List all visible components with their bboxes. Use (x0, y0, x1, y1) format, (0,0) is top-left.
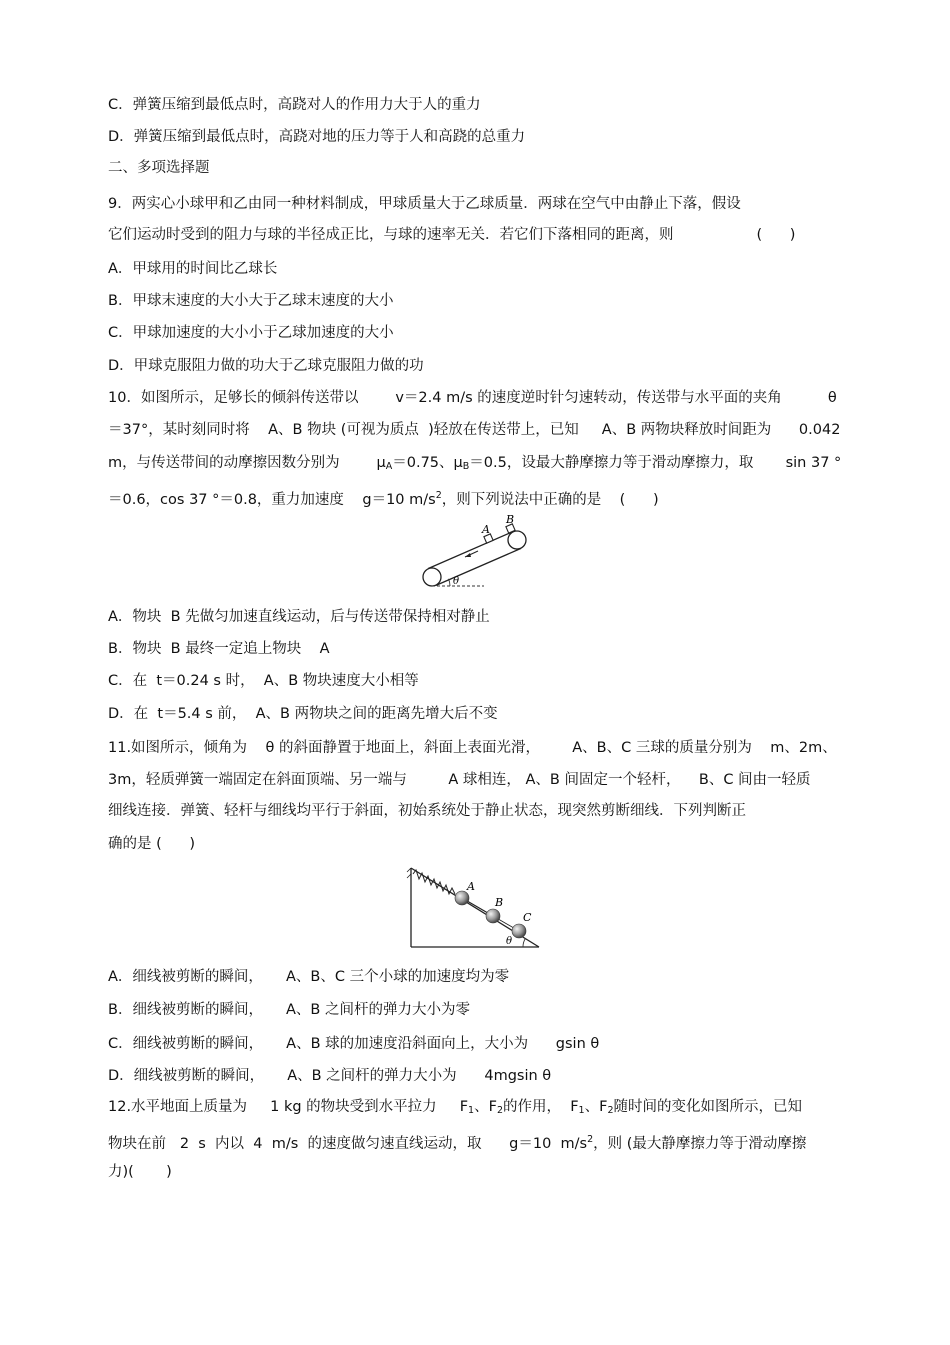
q12-subscript: 1 (468, 1105, 475, 1116)
q12-text: 物块在前 2 s 内以 4 m/s 的速度做匀速直线运动，取 g＝10 m/s (108, 1136, 588, 1152)
q10-option-a: A．物块 B 先做匀加速直线运动，后与传送带保持相对静止 (108, 609, 490, 625)
lower-pulley (423, 568, 441, 586)
q11-option-d: D．细线被剪断的瞬间， A、B 之间杆的弹力大小为 4mgsin θ (108, 1068, 552, 1084)
q8-option-d: D．弹簧压缩到最低点时，高跷对地的压力等于人和高跷的总重力 (108, 129, 526, 145)
q10-subscript: A (385, 461, 393, 472)
q11-option-b: B．细线被剪断的瞬间， A、B 之间杆的弹力大小为零 (108, 1002, 470, 1018)
upper-pulley (508, 531, 526, 549)
q11-option-a: A．细线被剪断的瞬间， A、B、C 三个小球的加速度均为零 (108, 969, 510, 985)
q10-option-c: C．在 t＝0.24 s 时， A、B 物块速度大小相等 (108, 673, 419, 689)
arrow-head (465, 553, 471, 557)
q12-text: ，则 (最大静摩擦力等于滑动摩擦 (593, 1136, 807, 1152)
incline-figure (405, 864, 545, 952)
q12-subscript: 1 (578, 1105, 585, 1116)
q10-text: ，则下列说法中正确的是 ( ) (441, 492, 659, 508)
label-a: A (482, 523, 490, 536)
q11-stem-line2: 3m，轻质弹簧一端固定在斜面顶端、另一端与 A 球相连， A、B 间固定一个轻杆， B、C 间由一轻质 (108, 772, 811, 788)
q12-text: 、F (584, 1099, 608, 1115)
q11-stem-line3: 细线连接．弹簧、轻杆与细线均平行于斜面，初始系统处于静止状态，现突然剪断细线．下列判断正 (108, 803, 746, 819)
q12-text: 随时间的变化如图所示，已知 (613, 1099, 802, 1115)
section-heading: 二、多项选择题 (108, 160, 210, 176)
q12-subscript: 2 (607, 1105, 614, 1116)
q10-text: ＝0.5，设最大静摩擦力等于滑动摩擦力，取 sin 37 ° (469, 455, 842, 471)
q8-option-c: C．弹簧压缩到最低点时，高跷对人的作用力大于人的重力 (108, 97, 481, 113)
q12-subscript: 2 (496, 1105, 503, 1116)
q12-text: 的作用， F (502, 1099, 579, 1115)
q11-option-c: C．细线被剪断的瞬间， A、B 球的加速度沿斜面向上，大小为 gsin θ (108, 1036, 600, 1052)
q10-stem-line2: ＝37°，某时刻同时将 A、B 物块 (可视为质点 )轻放在传送带上，已知 A、B 两物块释放时间距为 0.042 (108, 422, 841, 438)
q10-stem-line4 (108, 486, 659, 510)
q9-option-d: D．甲球克服阻力做的功大于乙球克服阻力做的功 (108, 358, 424, 374)
q10-stem-line1: 10．如图所示，足够长的倾斜传送带以 v＝2.4 m/s 的速度逆时针匀速转动，传送带与水平面的夹角 θ (108, 390, 837, 406)
q10-option-d: D．在 t＝5.4 s 前， A、B 两物块之间的距离先增大后不变 (108, 706, 498, 722)
label-a: A (467, 880, 475, 893)
label-theta: θ (506, 936, 513, 947)
label-theta: θ (453, 576, 460, 587)
angle-arc (523, 938, 525, 947)
q11-stem-line4: 确的是 ( ) (108, 836, 196, 852)
q10-text: ＝0.6，cos 37 °＝0.8，重力加速度 g＝10 m/s (108, 492, 436, 508)
label-b: B (495, 896, 504, 909)
q10-text: m，与传送带间的动摩擦因数分别为 μ (108, 455, 386, 471)
q12-stem-line3: 力)( ) (108, 1164, 172, 1180)
label-b: B (506, 513, 515, 526)
q9-stem-line1: 9．两实心小球甲和乙由同一种材料制成，甲球质量大于乙球质量．两球在空气中由静止下落，假设 (108, 196, 741, 212)
label-c: C (523, 911, 532, 924)
ball-b (486, 909, 500, 923)
q10-option-b: B．物块 B 最终一定追上物块 A (108, 641, 330, 657)
q10-subscript: B (462, 461, 470, 472)
conveyor-belt-figure (418, 512, 536, 592)
ball-a (455, 891, 469, 905)
q12-stem-line1 (108, 1097, 802, 1121)
q9-option-b: B．甲球末速度的大小大于乙球末速度的大小 (108, 293, 394, 309)
q10-text: ＝0.75、μ (392, 455, 463, 471)
q11-stem-line1: 11.如图所示，倾角为 θ 的斜面静置于地面上，斜面上表面光滑， A、B、C 三球的质量分别为 m、2m、 (108, 740, 837, 756)
q12-text: 12.水平地面上质量为 1 kg 的物块受到水平拉力 F (108, 1099, 469, 1115)
q9-stem-line2: 它们运动时受到的阻力与球的半径成正比，与球的速率无关．若它们下落相同的距离，则 ( ) (108, 227, 796, 243)
q10-stem-line3 (108, 453, 841, 477)
q12-superscript: 2 (587, 1134, 594, 1145)
q12-stem-line2 (108, 1130, 806, 1154)
ball-c (512, 924, 526, 938)
q9-option-c: C．甲球加速度的大小小于乙球加速度的大小 (108, 325, 394, 341)
q9-option-a: A．甲球用的时间比乙球长 (108, 261, 278, 277)
q12-text: 、F (474, 1099, 497, 1115)
belt-top (428, 532, 513, 569)
q10-superscript: 2 (435, 490, 442, 501)
